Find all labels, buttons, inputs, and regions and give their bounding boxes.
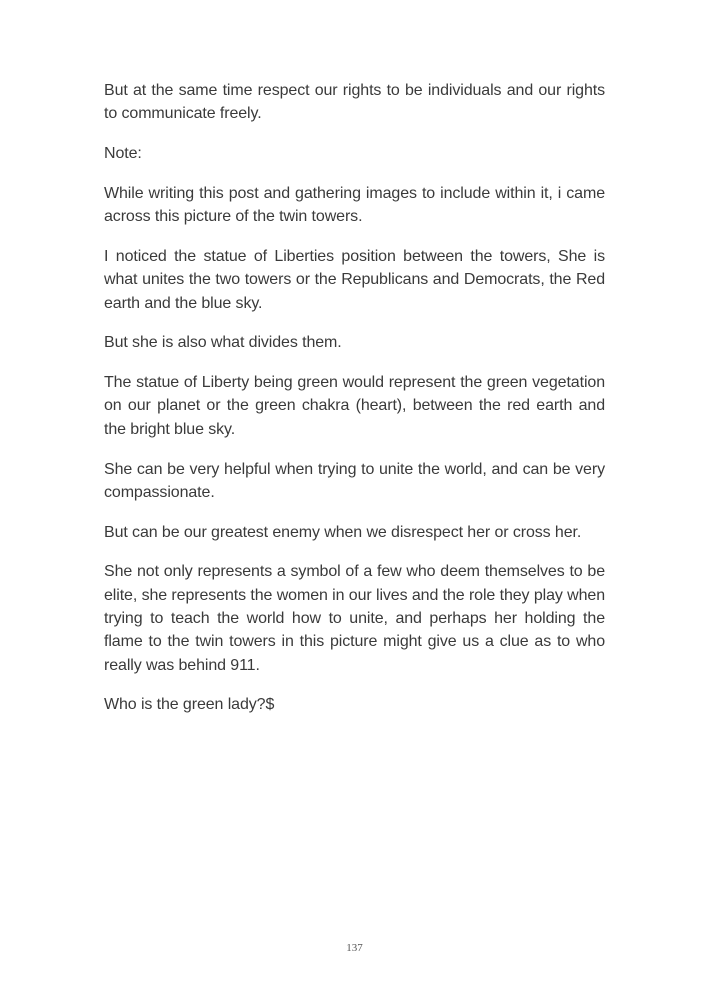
paragraph-green-vegetation: The statue of Liberty being green would represent the green vegetation on our planet or the green chakra (heart), between the red earth and the bright blue sky. xyxy=(104,374,605,438)
paragraph-twin-towers-picture: While writing this post and gathering images to include within it, i came across this picture of the twin towers. xyxy=(104,184,605,226)
paragraph-greatest-enemy: But can be our greatest enemy when we disrespect her or cross her. xyxy=(104,523,582,541)
paragraph-symbol-elite: She not only represents a symbol of a few who deem themselves to be elite, she represents the women in our lives and the role they play when trying to teach the world how to unite, and perhaps her holding the flame to the twin towers in this picture might give us a clue as to who really was behind 911. xyxy=(104,563,605,674)
page-number: 137 xyxy=(346,942,363,954)
paragraph-helpful: She can be very helpful when trying to unite the world, and can be very compassionate. xyxy=(104,460,605,501)
paragraph-note-heading: Note: xyxy=(104,145,142,163)
paragraph-divides-them: But she is also what divides them. xyxy=(104,334,342,352)
paragraph-rights: But at the same time respect our rights to be individuals and our rights to communicate freely. xyxy=(104,82,605,123)
body-text xyxy=(104,79,605,733)
paragraph-green-lady-question: Who is the green lady?$ xyxy=(104,696,275,714)
paragraph-statue-position: I noticed the statue of Liberties position between the towers, She is what unites the two towers or the Republicans and Democrats, the Red earth and the blue sky. xyxy=(104,247,605,312)
